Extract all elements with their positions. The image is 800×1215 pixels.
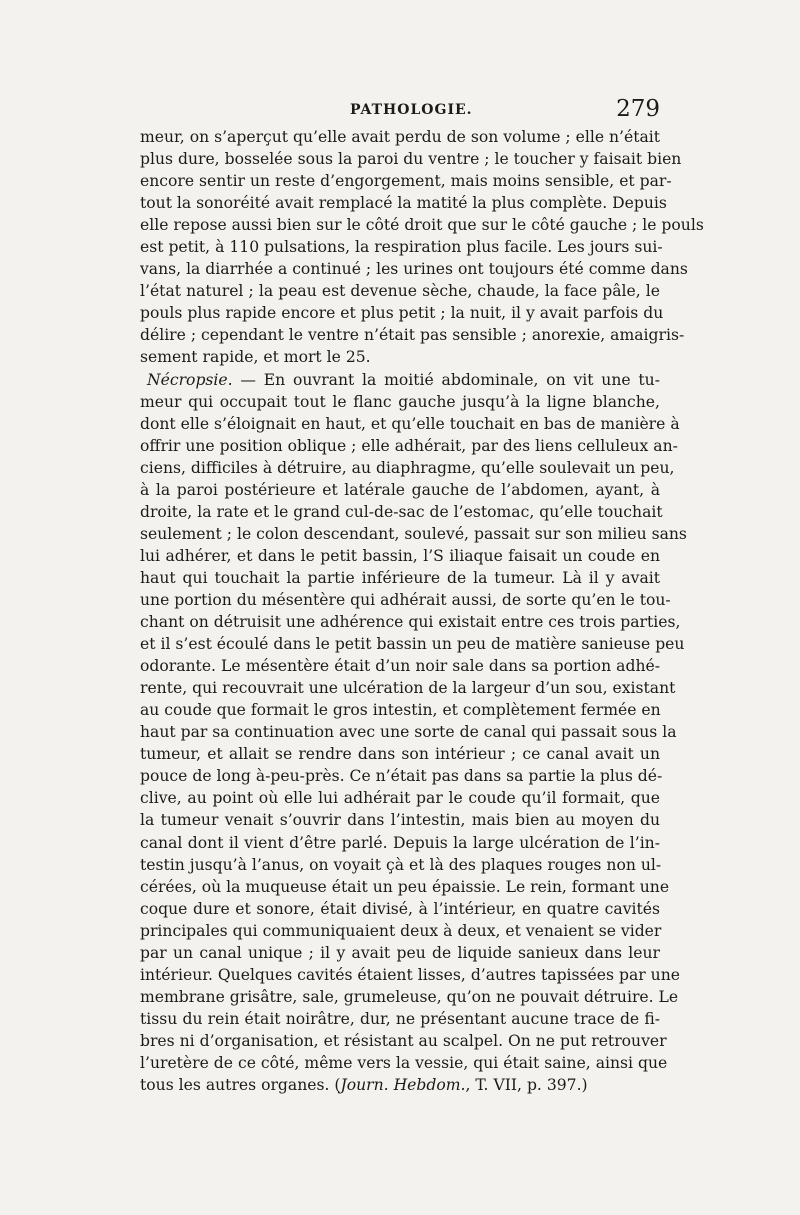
text-line: par un canal unique ; il y avait peu de liquide sanieux dans leur [140,943,660,962]
text-line: et il s’est écoulé dans le petit bassin un peu de matière sanieuse peu [140,635,685,654]
text-line: intérieur. Quelques cavités étaient lisses, d’autres tapissées par une [140,965,680,984]
text-line: bres ni d’organisation, et résistant au scalpel. On ne put retrouver [140,1031,667,1050]
citation-line [140,1074,660,1096]
text-line: tissu du rein était noirâtre, dur, ne présentant aucune trace de fi- [140,1009,660,1028]
text-line: l’uretère de ce côté, même vers la vessie, qui était saine, ainsi que [140,1053,668,1072]
body-text [140,126,704,1096]
text-line: tout la sonoréité avait remplacé la matité la plus complète. Depuis [140,194,667,213]
text-line: une portion du mésentère qui adhérait aussi, de sorte qu’en le tou- [140,590,671,609]
text-line: dont elle s’éloignait en haut, et qu’elle touchait en bas de manière à [140,414,680,433]
citation-source: Journ. Hebdom. [340,1076,466,1095]
text-line: haut qui touchait la partie inférieure de la tumeur. Là il y avait [140,568,660,587]
running-title: PATHOLOGIE. [350,102,473,118]
text-line: elle repose aussi bien sur le côté droit que sur le côté gauche ; le pouls [140,216,704,235]
text-line: rente, qui recouvrait une ulcération de la largeur d’un sou, existant [140,679,676,698]
citation-rest: , T. VII, p. 397.) [465,1076,588,1095]
text-line: canal dont il vient d’être parlé. Depuis la large ulcération de l’in- [140,833,660,852]
page-number: 279 [616,96,660,122]
text-line: délire ; cependant le ventre n’était pas sensible ; anorexie, amaigris- [140,326,685,345]
text-line: cérées, où la muqueuse était un peu épaissie. Le rein, formant une [140,877,670,896]
text-line: lui adhérer, et dans le petit bassin, l’S iliaque faisait un coude en [140,546,660,565]
necropsie-label: Nécropsie. [147,370,233,389]
text-line: haut par sa continuation avec une sorte de canal qui passait sous la [140,723,677,742]
text-line: principales qui communiquaient deux à deux, et venaient se vider [140,921,662,940]
paragraph-necropsie [140,369,660,391]
text-line: tumeur, et allait se rendre dans son intérieur ; ce canal avait un [140,745,660,764]
text-line: chant on détruisit une adhérence qui existait entre ces trois parties, [140,613,681,632]
text-line: est petit, à 110 pulsations, la respiration plus facile. Les jours sui- [140,238,663,257]
text-line: pouce de long à-peu-près. Ce n’était pas dans sa partie la plus dé- [140,767,663,786]
text-line: testin jusqu’à l’anus, on voyait çà et là des plaques rouges non ul- [140,855,662,874]
text-line: plus dure, bosselée sous la paroi du ventre ; le toucher y faisait bien [140,150,682,169]
text-line: coque dure et sonore, était divisé, à l’intérieur, en quatre cavités [140,899,660,918]
text-line: à la paroi postérieure et latérale gauche de l’abdomen, ayant, à [140,480,660,499]
text-line: droite, la rate et le grand cul-de-sac de l’estomac, qu’elle touchait [140,502,663,521]
page-header [140,96,660,124]
text-line: tous les autres organes. ( [140,1076,341,1095]
text-line: meur, on s’aperçut qu’elle avait perdu de son volume ; elle n’était [140,128,661,146]
text-line: — En ouvrant la moitié abdominale, on vit une tu- [240,370,660,389]
text-line: la tumeur venait s’ouvrir dans l’intestin, mais bien au moyen du [140,811,660,830]
text-line: membrane grisâtre, sale, grumeleuse, qu’on ne pouvait détruire. Le [140,987,679,1006]
text-line: ciens, difficiles à détruire, au diaphragme, qu’elle soulevait un peu, [140,458,675,477]
text-line: sement rapide, et mort le 25. [140,348,371,367]
text-line: pouls plus rapide encore et plus petit ; la nuit, il y avait parfois du [140,304,664,323]
text-line: offrir une position oblique ; elle adhérait, par des liens celluleux an- [140,436,678,455]
text-line: vans, la diarrhée a continué ; les urines ont toujours été comme dans [140,260,688,279]
text-line: l’état naturel ; la peau est devenue sèche, chaude, la face pâle, le [140,282,660,301]
text-line: clive, au point où elle lui adhérait par le coude qu’il formait, que [140,789,660,808]
text-line: meur qui occupait tout le flanc gauche jusqu’à la ligne blanche, [140,392,660,411]
text-line: odorante. Le mésentère était d’un noir sale dans sa portion adhé- [140,657,660,676]
text-line: seulement ; le colon descendant, soulevé, passait sur son milieu sans [140,524,687,543]
text-line: au coude que formait le gros intestin, et complètement fermée en [140,701,661,720]
text-line: encore sentir un reste d’engorgement, mais moins sensible, et par- [140,172,672,191]
